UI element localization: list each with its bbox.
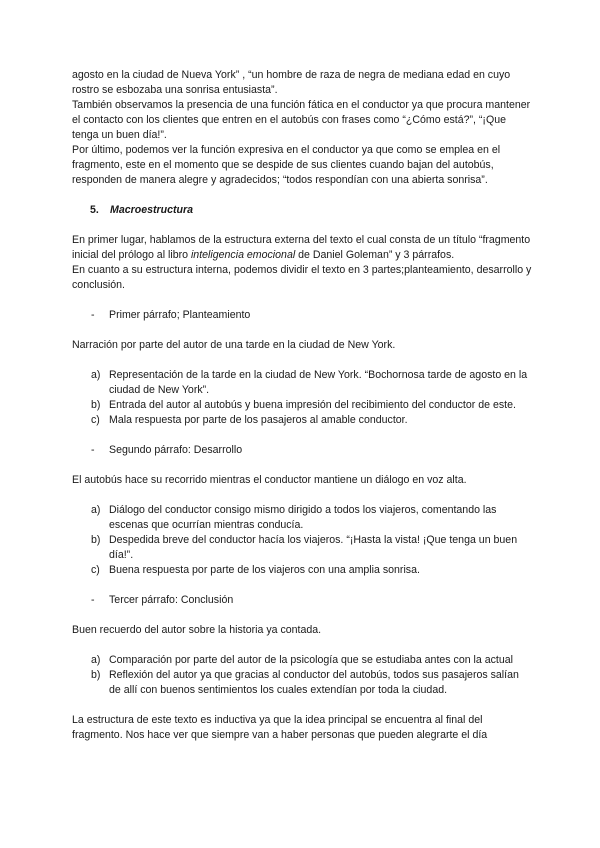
part-heading-text: Primer párrafo; Planteamiento (109, 309, 251, 321)
list-item-text: Buena respuesta por parte de los viajeros con una amplia sonrisa. (109, 564, 420, 576)
intro-paragraph-3: Por último, podemos ver la función expresiva en el conductor ya que como se emplea en el fragmento, este en el momento que se despide de sus clientes cuando bajan del autobús, responden de manera alegre y agradecidos; “todos respondían con una abierta sonrisa”. (72, 144, 501, 186)
list-marker: a) (91, 504, 101, 516)
list-item-text: Diálogo del conductor consigo mismo dirigido a todos los viajeros, comentando las escenas que ocurrían mientras conducía. (109, 504, 497, 531)
macro-paragraph-1 (72, 233, 532, 263)
list-item (72, 563, 532, 578)
part-heading-text: Segundo párrafo: Desarrollo (109, 444, 243, 456)
list-item (72, 368, 532, 398)
book-title: inteligencia emocional (190, 249, 296, 261)
part-summary-2: El autobús hace su recorrido mientras el conductor mantiene un diálogo en voz alta. (72, 474, 467, 486)
list-item-text: Representación de la tarde en la ciudad de New York. “Bochornosa tarde de agosto en la ciudad de New York”. (109, 369, 528, 396)
list-item (72, 413, 532, 428)
list-marker: a) (91, 654, 101, 666)
list-marker: b) (91, 399, 101, 411)
list-marker: c) (91, 414, 100, 426)
list-item (72, 653, 532, 668)
dash-marker: - (91, 309, 95, 321)
dash-marker: - (91, 444, 95, 456)
list-marker: a) (91, 369, 101, 381)
part-heading-1 (72, 308, 532, 323)
list-item (72, 533, 532, 563)
closing-paragraph: La estructura de este texto es inductiva ya que la idea principal se encuentra al final del fragmento. Nos hace ver que siempre van a haber personas que pueden alegrarte el día (72, 714, 488, 741)
list-marker: b) (91, 534, 101, 546)
list-item-text: Comparación por parte del autor de la psicología que se estudiaba antes con la actual (109, 654, 514, 666)
list-item (72, 503, 532, 533)
list-item-text: Entrada del autor al autobús y buena impresión del recibimiento del conductor de este. (109, 399, 516, 411)
section-title: Macroestructura (110, 204, 194, 216)
part-heading-text: Tercer párrafo: Conclusión (109, 594, 234, 606)
part-list-3 (72, 653, 532, 698)
list-marker: b) (91, 669, 101, 681)
part-list-2 (72, 503, 532, 578)
intro-paragraph-1: agosto en la ciudad de Nueva York” , “un hombre de raza de negra de mediana edad en cuyo rostro se esbozaba una sonrisa entusiasta”. (72, 69, 511, 96)
list-item (72, 668, 532, 698)
section-heading (72, 203, 532, 218)
list-item (72, 398, 532, 413)
list-item-text: Despedida breve del conductor hacía los viajeros. “¡Hasta la vista! ¡Que tenga un buen día!”. (109, 534, 518, 561)
part-heading-3 (72, 593, 532, 608)
part-list-1 (72, 368, 532, 428)
macro-p1-after: de Daniel Goleman” y 3 párrafos. (295, 249, 455, 261)
section-number: 5. (90, 204, 99, 216)
intro-paragraph-2: También observamos la presencia de una función fática en el conductor ya que procura mantener el contacto con los clientes que entren en el autobús con frases como “¿Cómo está?”, “¡Que tenga un buen día!”. (72, 99, 531, 141)
list-item-text: Mala respuesta por parte de los pasajeros al amable conductor. (109, 414, 408, 426)
document-page (72, 68, 532, 743)
macro-p1-before: En primer lugar, hablamos de la estructura externa del texto el cual consta de un título “fragmento inicial del prólogo al libro (72, 234, 531, 261)
part-summary-3: Buen recuerdo del autor sobre la historia ya contada. (72, 624, 322, 636)
dash-marker: - (91, 594, 95, 606)
part-summary-1: Narración por parte del autor de una tarde en la ciudad de New York. (72, 339, 396, 351)
macro-paragraph-2: En cuanto a su estructura interna, podemos dividir el texto en 3 partes;planteamiento, desarrollo y conclusión. (72, 264, 532, 291)
list-marker: c) (91, 564, 100, 576)
part-heading-2 (72, 443, 532, 458)
list-item-text: Reflexión del autor ya que gracias al conductor del autobús, todos sus pasajeros salían de allí con buenos sentimientos los cuales extendían por toda la ciudad. (109, 669, 519, 696)
